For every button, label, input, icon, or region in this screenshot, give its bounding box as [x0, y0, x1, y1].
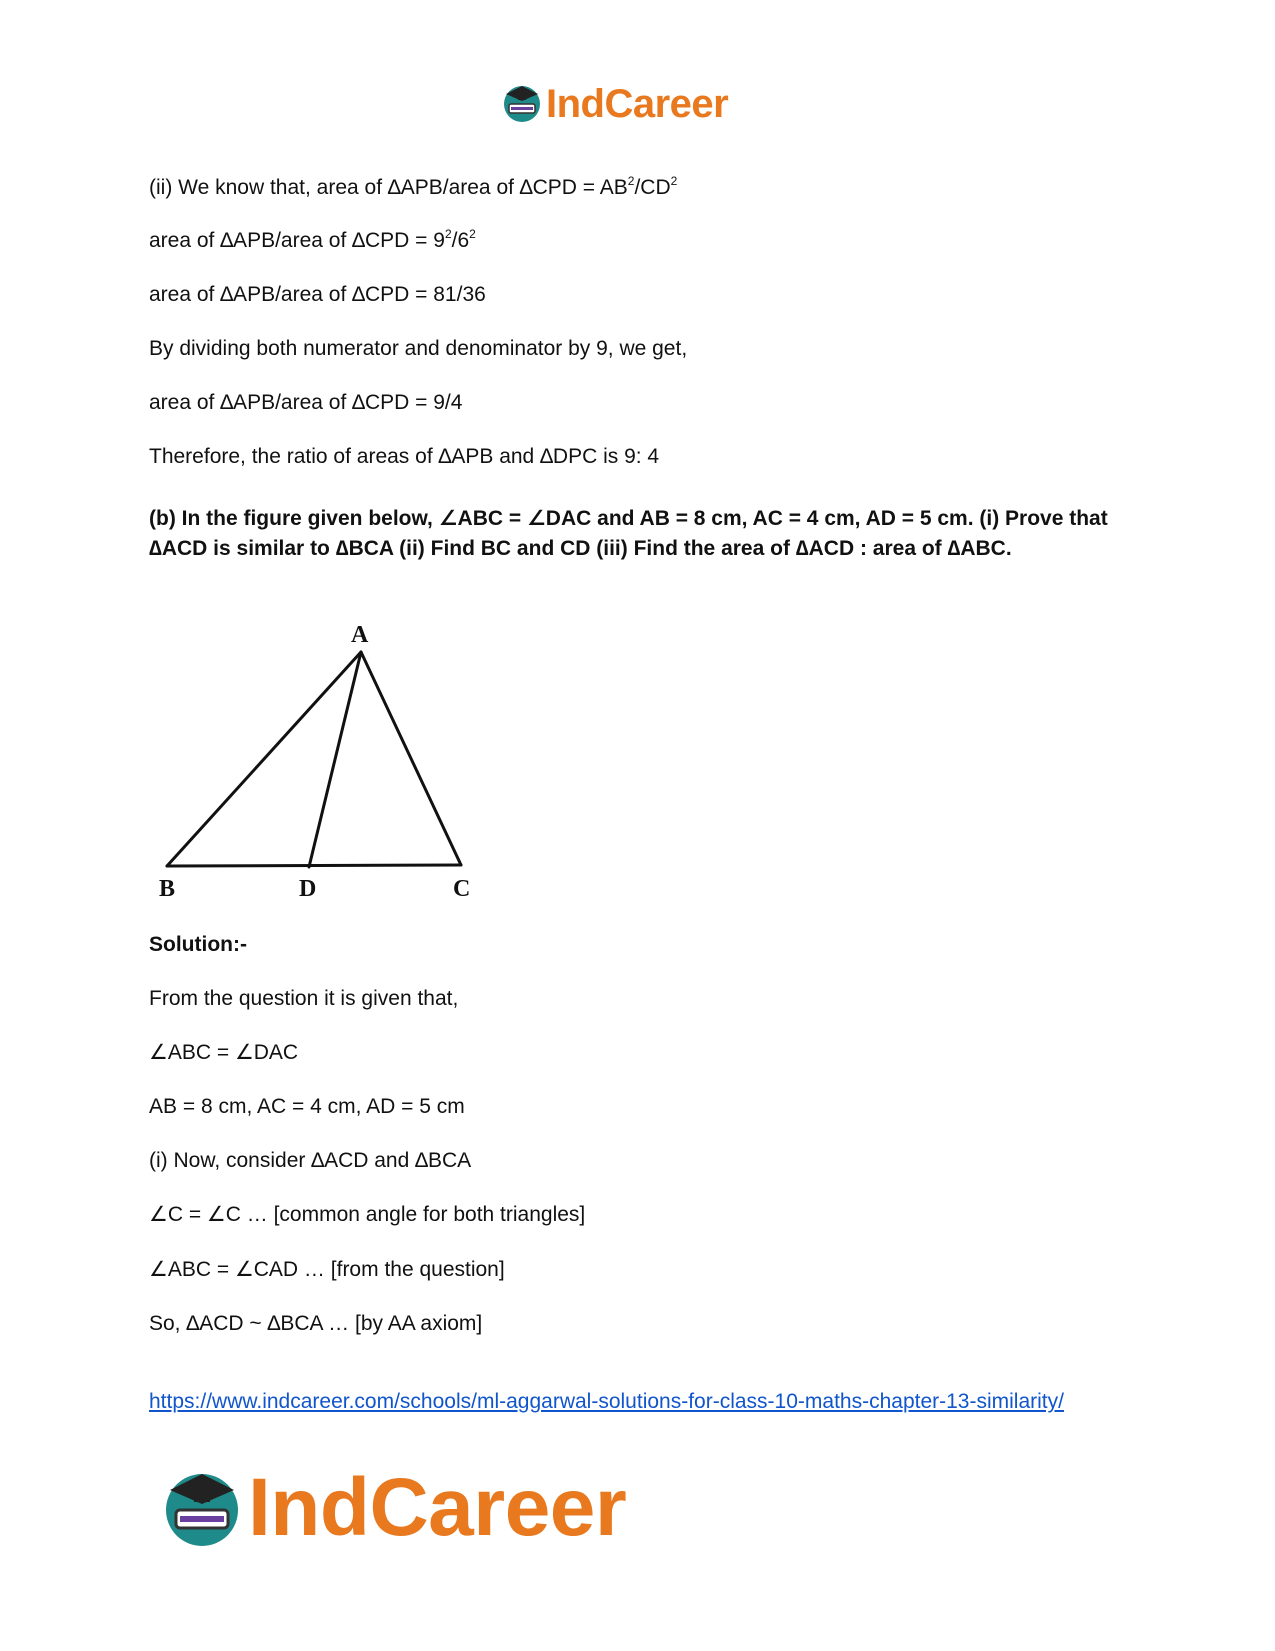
segment-ad [309, 652, 361, 867]
graduation-book-icon [160, 1462, 244, 1550]
text-line: By dividing both numerator and denominator by 9, we get, [149, 337, 688, 360]
vertex-label-b: B [159, 876, 176, 902]
text-line: (ii) We know that, area of ∆APB/area of $\Delta CPD = AB^2/CD^2$ [149, 174, 678, 199]
text-line: area of ∆APB/area of ∆CPD = 9/4 [149, 391, 463, 414]
question-text: (b) In the figure given below, ∠ABC = ∠DAC and AB = 8 cm, AC = 4 cm, AD = 5 cm. (i) Prove that ∆ACD is similar to ∆BCA (ii) Find BC and CD (iii) Find the area of ∆ACD : area of ∆ABC. [149, 507, 1108, 560]
solution-line: So, ∆ACD ~ ∆BCA … [by AA axiom] [149, 1312, 483, 1335]
header-logo [502, 80, 782, 128]
vertex-label-c: C [453, 876, 471, 902]
text-line: area of ∆APB/area of $\Delta CPD = 9^2/6^2$ [149, 227, 476, 252]
logo-text: IndCareer [546, 82, 729, 126]
solution-line: ∠ABC = ∠DAC [149, 1041, 299, 1064]
vertex-label-a: A [351, 622, 369, 648]
solution-line: ∠C = ∠C … [common angle for both triangles] [149, 1203, 586, 1226]
segment-ac [361, 652, 461, 865]
solution-heading: Solution:- [149, 933, 247, 956]
segment-bc [167, 865, 461, 866]
vertex-label-d: D [299, 876, 317, 902]
solution-line: ∠ABC = ∠CAD … [from the question] [149, 1258, 505, 1281]
source-link[interactable]: https://www.indcareer.com/schools/ml-aggarwal-solutions-for-class-10-maths-chapter-13-similarity/ [149, 1390, 1064, 1413]
solution-line: (i) Now, consider ∆ACD and ∆BCA [149, 1149, 472, 1172]
footer-logo [160, 1462, 700, 1554]
solution-line: From the question it is given that, [149, 987, 459, 1010]
text-line: Therefore, the ratio of areas of ∆APB and ∆DPC is 9: 4 [149, 445, 660, 468]
segment-ab [167, 652, 361, 866]
solution-line: AB = 8 cm, AC = 4 cm, AD = 5 cm [149, 1095, 465, 1118]
graduation-book-icon [502, 80, 542, 124]
triangle-figure [149, 620, 489, 910]
text-line: area of ∆APB/area of ∆CPD = 81/36 [149, 283, 486, 306]
logo-text: IndCareer [248, 1462, 627, 1553]
